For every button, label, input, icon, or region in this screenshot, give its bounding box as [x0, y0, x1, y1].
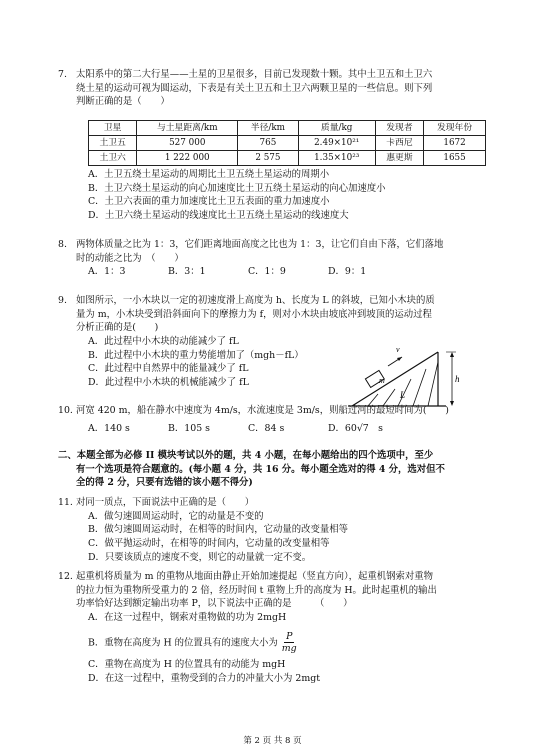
- options-row: [76, 422, 486, 436]
- question-text: 如图所示，一小木块以一定的初速度滑上高度为 h、长度为 L 的斜坡，已知小木块的质: [76, 295, 435, 306]
- option-a[interactable]: A．1：3: [88, 266, 126, 278]
- option-d[interactable]: D．此过程中小木块的机械能减少了 fL: [88, 376, 249, 388]
- fraction-denominator: mg: [281, 642, 297, 654]
- option-a[interactable]: A．140 s: [88, 422, 130, 434]
- option-c[interactable]: C．土卫六表面的重力加速度比土卫五表面的重力加速度小: [88, 196, 330, 208]
- question-number: 9.: [58, 295, 67, 306]
- section-text: 全的得 2 分，只要有选错的该小题不得分): [76, 477, 253, 489]
- mass-label: m: [379, 376, 385, 385]
- table-cell: 2.49×10²¹: [298, 136, 375, 151]
- section-text: 有一个选项是符合题意的。(每小题 4 分，共 16 分。每小题全选对的得 4 分，选对但不: [76, 463, 445, 475]
- question-number: 7.: [58, 69, 67, 80]
- option-c[interactable]: C．做平抛运动时，在相等的时间内，它动量的改变量相等: [88, 537, 330, 549]
- section-text: 二、本题全部为必修 II 模块考试以外的题，共 4 小题，在每小题给出的四个选项中，至少: [58, 450, 434, 461]
- page-footer: 第 2 页 共 8 页: [243, 736, 302, 746]
- question-7-options: [76, 168, 486, 223]
- velocity-arrowhead: [397, 357, 402, 361]
- table-cell: 土卫六: [89, 151, 137, 166]
- table-header: 卫星: [89, 121, 137, 136]
- options-row: [76, 265, 486, 279]
- option-b[interactable]: [76, 631, 486, 655]
- satellite-table: [88, 120, 486, 166]
- option-a[interactable]: A．此过程中小木块的动能减少了 fL: [88, 335, 239, 347]
- height-arrow-top: [450, 352, 454, 357]
- table-cell: 1655: [424, 151, 486, 166]
- option-d[interactable]: D．9：1: [328, 266, 367, 278]
- option-d[interactable]: D．只要该质点的速度不变，则它的动量就一定不变。: [88, 551, 312, 563]
- table-cell: 1 222 000: [137, 151, 238, 166]
- option-c[interactable]: C．84 s: [248, 422, 285, 434]
- question-text: 时的动能之比为 （ ）: [76, 252, 184, 264]
- question-text: 两物体质量之比为 1：3，它们距离地面高度之比也为 1：3，让它们自由下落，它们落地: [76, 239, 444, 250]
- question-text: 对同一质点，下面说法中正确的是（ ）: [76, 497, 255, 508]
- option-a[interactable]: A．做匀速圆周运动时，它的动量是不变的: [88, 510, 264, 522]
- question-number: 11.: [58, 497, 73, 508]
- question-number: 10.: [58, 405, 73, 416]
- option-c[interactable]: C．此过程中自然界中的能量减少了 fL: [88, 363, 249, 375]
- table-header: 质量/kg: [298, 121, 375, 136]
- table-header: 发现年份: [424, 121, 486, 136]
- table-row: [89, 136, 486, 151]
- question-10: [58, 404, 486, 435]
- velocity-label: v: [396, 345, 400, 354]
- table-cell: 527 000: [137, 136, 238, 151]
- fraction-numerator: P: [286, 630, 293, 642]
- option-b-text: B．重物在高度为 H 的位置具有的速度大小为: [88, 636, 278, 648]
- option-d[interactable]: D．土卫六绕土星运动的线速度比土卫五绕土星运动的线速度大: [88, 209, 349, 221]
- table-header: 半径/km: [238, 121, 298, 136]
- option-b[interactable]: B．土卫六绕土星运动的向心加速度比土卫五绕土星运动的向心加速度小: [88, 182, 386, 194]
- table-cell: 1.35×10²³: [298, 151, 375, 166]
- table-cell: 2 575: [238, 151, 298, 166]
- question-text: 河宽 420 m，船在静水中速度为 4m/s，水流速度是 3m/s，则船过河的最短时间为( ): [76, 405, 449, 416]
- table-cell: 765: [238, 136, 298, 151]
- table-header: 与土星距离/km: [137, 121, 238, 136]
- option-c[interactable]: C．重物在高度为 H 的位置具有的动能为 mgH: [88, 659, 286, 671]
- option-b[interactable]: B．此过程中小木块的重力势能增加了（mgh－fL）: [88, 349, 304, 361]
- option-b[interactable]: B．3：1: [168, 266, 206, 278]
- length-label: L: [400, 390, 406, 400]
- question-number: 12.: [58, 571, 73, 582]
- question-number: 8.: [58, 239, 67, 250]
- question-11: [58, 496, 486, 564]
- section-2-heading: [58, 449, 488, 490]
- question-text: 判断正确的是（ ）: [76, 96, 170, 108]
- option-d[interactable]: D．在这一过程中，重物受到的合力的冲量大小为 2mgt: [88, 672, 320, 684]
- height-label: h: [455, 374, 460, 384]
- question-text: 绕土星的运动可视为圆运动，下表是有关土卫五和土卫六两颗卫星的一些信息。则下列: [76, 82, 433, 94]
- table-cell: 土卫五: [89, 136, 137, 151]
- question-text: 分析正确的是( ): [76, 322, 159, 334]
- table-header: 发现者: [375, 121, 423, 136]
- table-header-row: [89, 121, 486, 136]
- question-text: 量为 m，小木块受到沿斜面向下的摩擦力为 f，则对小木块由坡底冲到坡顶的运动过程: [76, 308, 432, 320]
- question-text: 的拉力恒为重物所受重力的 2 倍，经历时间 t 重物上升的高度为 H。此时起重机的输出: [76, 584, 437, 596]
- table-cell: 惠更斯: [375, 151, 423, 166]
- option-a[interactable]: A．在这一过程中，钢索对重物做的功为 2mgH: [88, 611, 287, 623]
- option-a[interactable]: A．土卫五绕土星运动的周期比土卫五绕土星运动的周期小: [88, 169, 330, 180]
- question-8: [58, 238, 486, 279]
- fraction: [280, 631, 299, 655]
- option-d[interactable]: D．60√7 s: [328, 422, 383, 434]
- option-b[interactable]: B．105 s: [168, 422, 210, 434]
- table-cell: 卡西尼: [375, 136, 423, 151]
- question-7: [58, 68, 486, 109]
- option-b[interactable]: B．做匀速圆周运动时，在相等的时间内，它动量的改变量相等: [88, 524, 349, 536]
- question-text: 太阳系中的第二大行星——土星的卫星很多，目前已发现数十颗。其中土卫五和土卫六: [76, 69, 433, 80]
- table-row: [89, 151, 486, 166]
- question-text: 起重机将质量为 m 的重物从地面由静止开始加速提起（竖直方向），起重机钢索对重物: [76, 571, 434, 582]
- option-c[interactable]: C．1：9: [248, 266, 286, 278]
- question-12: [58, 570, 486, 685]
- question-text: 功率恰好达到额定输出功率 P，以下说法中正确的是 （ ）: [76, 598, 353, 610]
- table-cell: 1672: [424, 136, 486, 151]
